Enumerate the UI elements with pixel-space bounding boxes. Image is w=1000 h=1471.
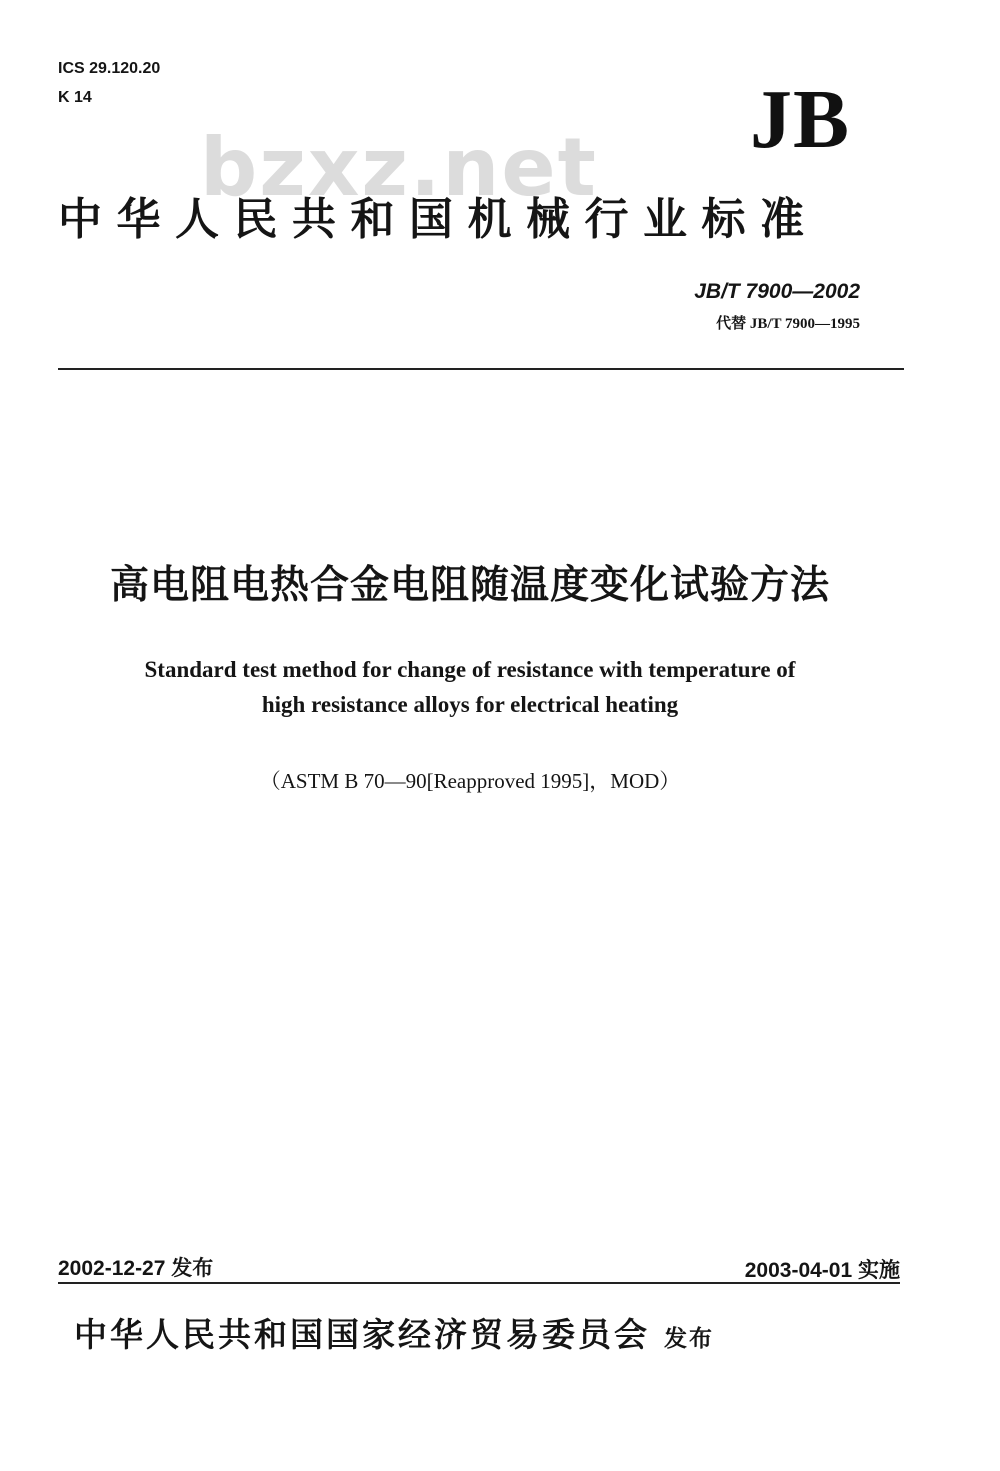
implementation-date: 2003-04-01 实施 — [744, 1259, 900, 1282]
ccs-code: K 14 — [58, 89, 92, 106]
issue-date: 2002-12-27 发布 — [58, 1257, 214, 1280]
title-chinese: 高电阻电热合金电阻随温度变化试验方法 — [109, 563, 830, 608]
issuer-name: 中华人民共和国国家经济贸易委员会 — [74, 1315, 650, 1354]
issuer-suffix: 发布 — [664, 1326, 714, 1352]
jb-logo: JB — [749, 73, 850, 166]
bottom-divider — [58, 1282, 900, 1284]
issuer — [74, 1315, 714, 1354]
standard-number: JB/T 7900—2002 — [694, 280, 860, 303]
ics-code: ICS 29.120.20 — [58, 60, 161, 77]
top-divider — [58, 368, 904, 370]
title-english-line1: Standard test method for change of resistance with temperature of — [144, 657, 796, 682]
replaces-note: 代替 JB/T 7900—1995 — [716, 316, 860, 332]
adoption-note: （ASTM B 70—90[Reapproved 1995]，MOD） — [259, 769, 681, 793]
industry-title: 中华人民共和国机械行业标准 — [58, 194, 819, 245]
title-english-line2: high resistance alloys for electrical heating — [261, 692, 679, 717]
watermark: bzxz.net — [200, 121, 598, 214]
